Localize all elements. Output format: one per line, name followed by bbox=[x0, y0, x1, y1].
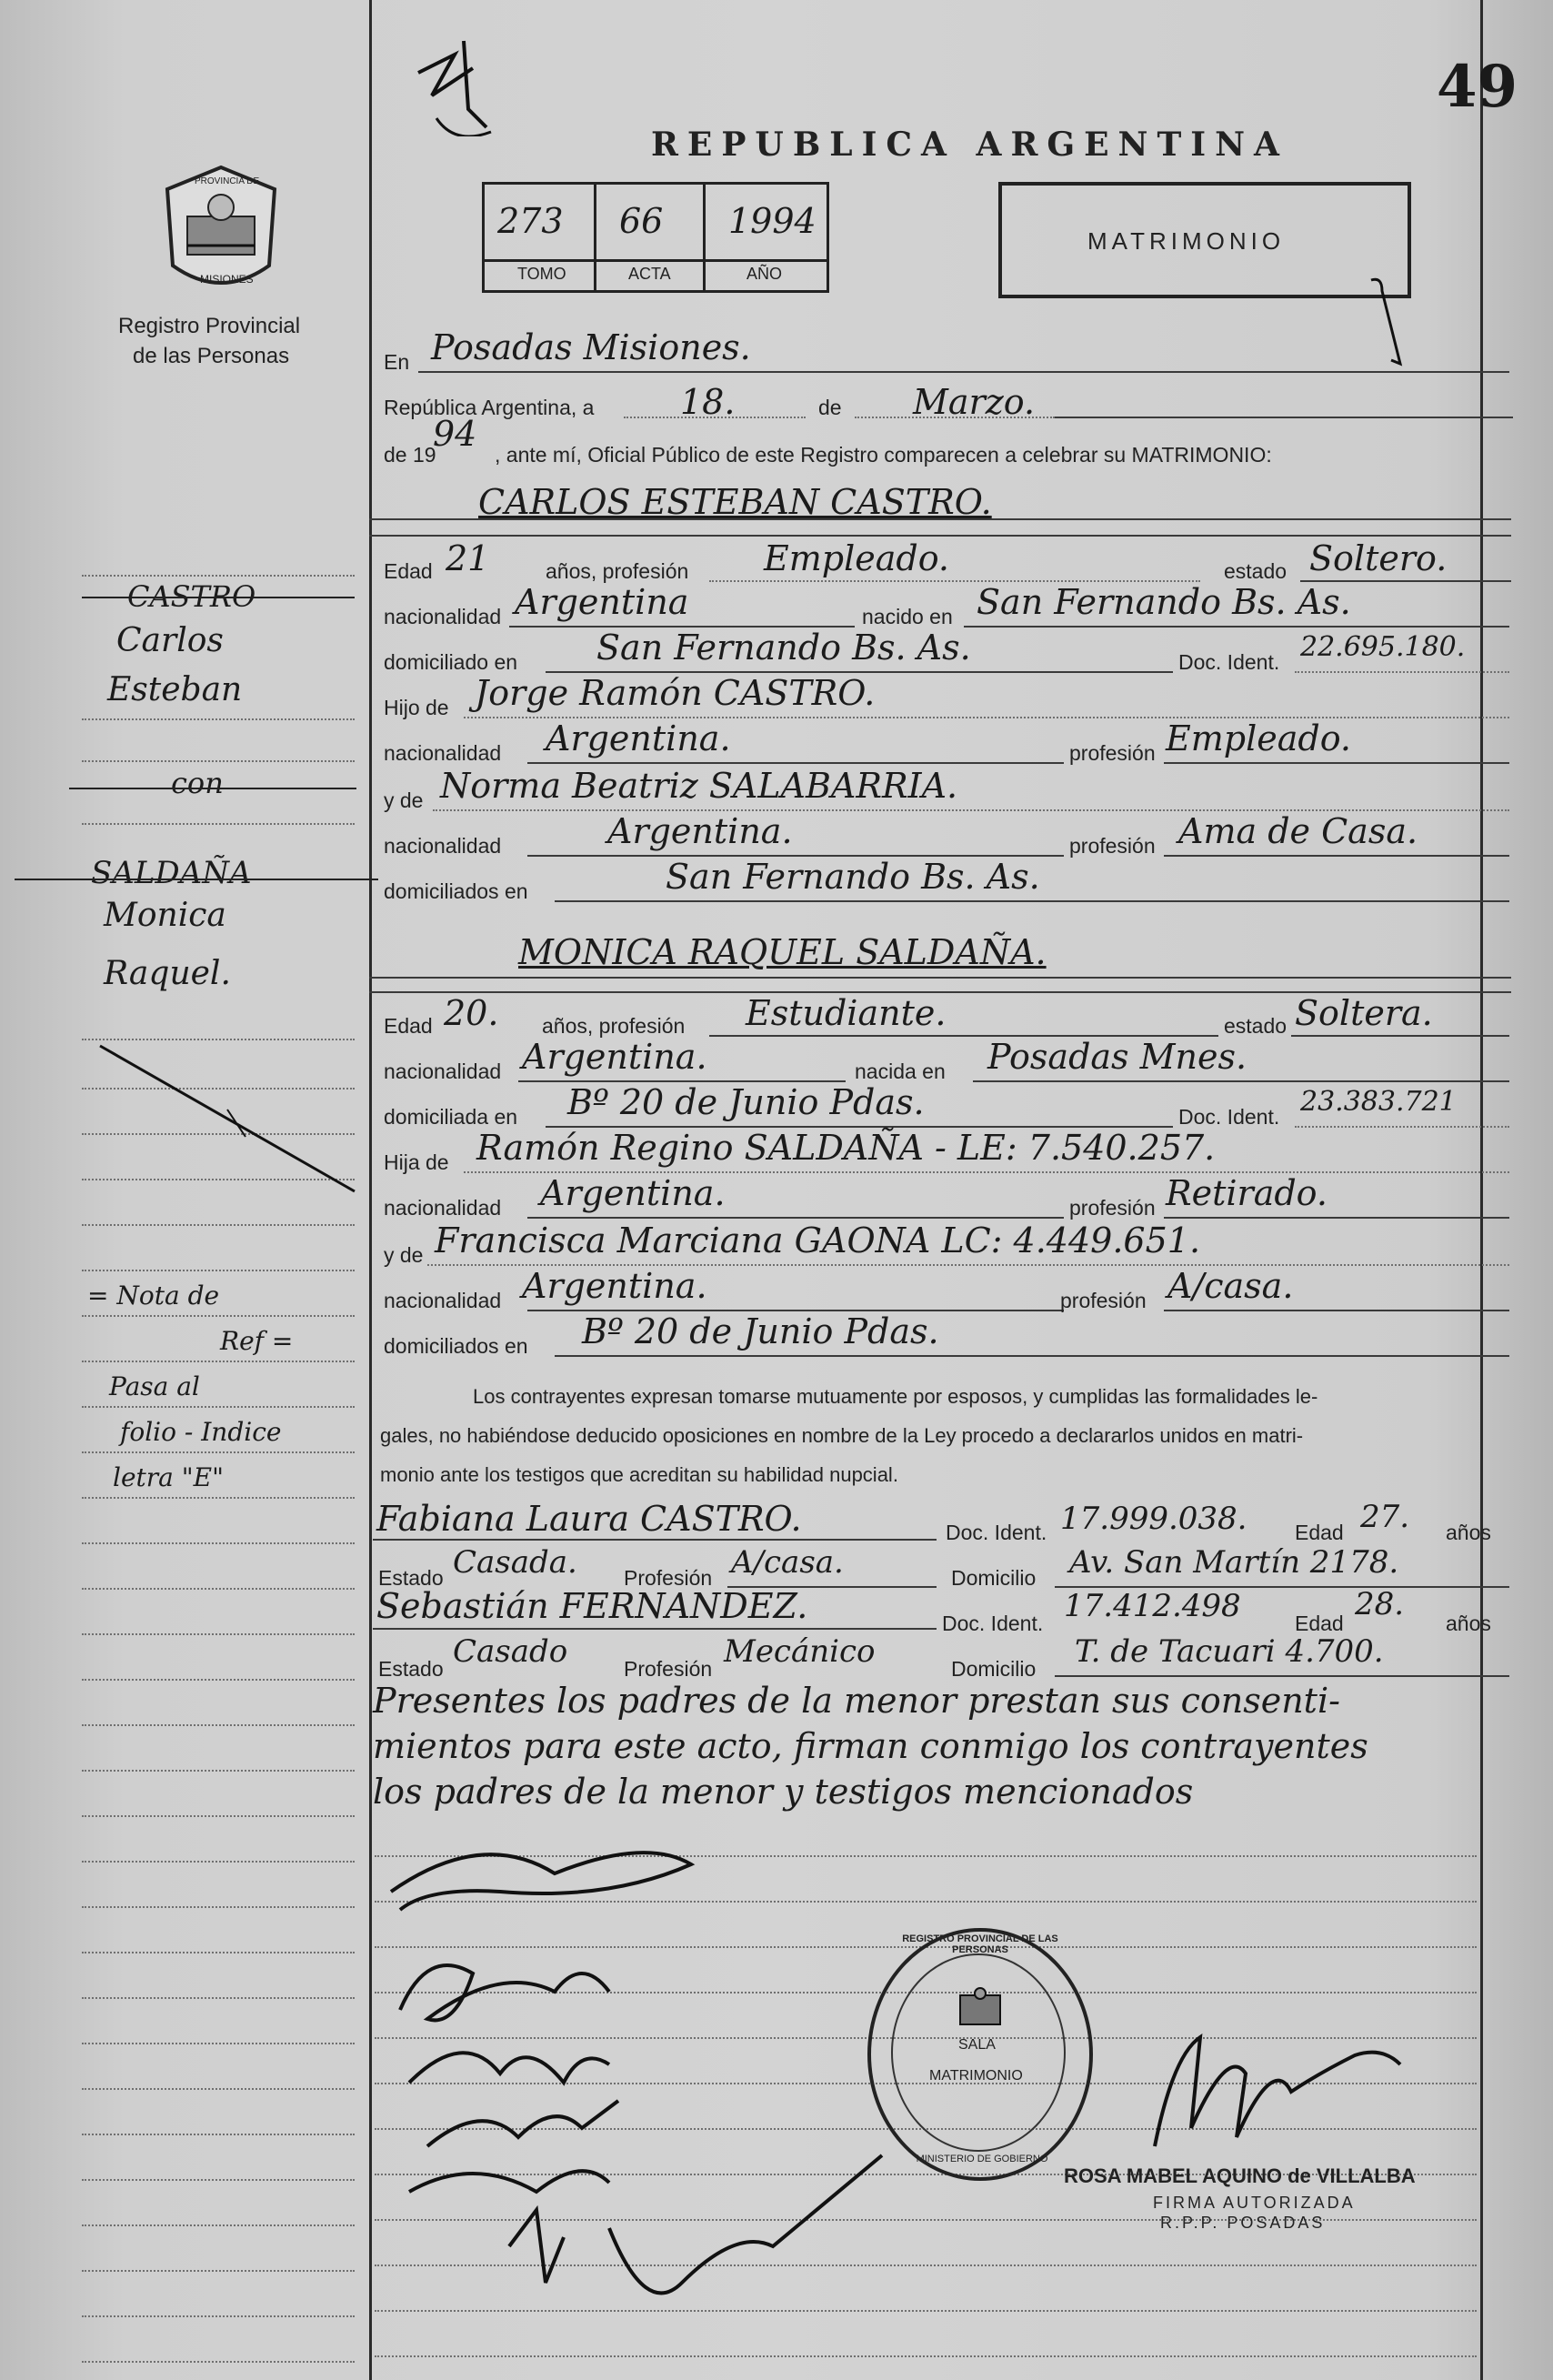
bride-edad-label: Edad bbox=[384, 1014, 433, 1038]
official-title: FIRMA AUTORIZADA bbox=[1153, 2194, 1356, 2212]
bride-mother-profesion-label: profesión bbox=[1060, 1289, 1147, 1312]
margin-con: con bbox=[171, 766, 224, 800]
act-type: MATRIMONIO bbox=[1087, 227, 1286, 255]
bride-birthplace: Posadas Mnes. bbox=[987, 1037, 1247, 1077]
seal-inner-bottom: MATRIMONIO bbox=[929, 2068, 1023, 2084]
bride-father-profesion-label: profesión bbox=[1069, 1196, 1156, 1220]
seal-inner-top: SALA bbox=[958, 2037, 996, 2053]
bride-age: 20. bbox=[444, 993, 499, 1033]
bride-father-profession: Retirado. bbox=[1166, 1173, 1328, 1213]
page-number: 49 bbox=[1437, 53, 1518, 121]
margin-cancel-stroke bbox=[91, 1037, 364, 1200]
witness2-name: Sebastián FERNANDEZ. bbox=[376, 1586, 808, 1626]
witness2-doc: 17.412.498 bbox=[1064, 1588, 1241, 1624]
emblem-top-text: PROVINCIA DE bbox=[195, 176, 260, 186]
groom-nacido-label: nacido en bbox=[862, 605, 953, 628]
appear-text: , ante mí, Oficial Público de este Registro comparecen a celebrar su MATRIMONIO: bbox=[495, 443, 1272, 467]
initials-mark bbox=[400, 18, 500, 136]
groom-mother-nationality: Argentina. bbox=[607, 811, 793, 851]
ano-label: AÑO bbox=[746, 265, 783, 283]
bride-domiciliada-label: domiciliada en bbox=[384, 1105, 518, 1129]
official-office: R.P.P. POSADAS bbox=[1160, 2214, 1326, 2232]
bride-mother: Francisca Marciana GAONA LC: 4.449.651. bbox=[435, 1220, 1201, 1260]
bride-domiciliados-label: domiciliados en bbox=[384, 1334, 528, 1358]
declaration-line2: gales, no habiéndose deducido oposiciones en nombre de la Ley procedo a declararlos unidos en matri- bbox=[380, 1424, 1304, 1447]
witness2-doc-label: Doc. Ident. bbox=[942, 1612, 1044, 1635]
registry-label-line2: de las Personas bbox=[133, 344, 290, 368]
declaration-line1: Los contrayentes expresan tomarse mutuamente por esposos, y cumplidas las formalidades le- bbox=[473, 1385, 1318, 1408]
registry-seal bbox=[867, 1928, 1093, 2181]
witness1-profesion-label: Profesión bbox=[624, 1566, 713, 1590]
seal-outer-text: REGISTRO PROVINCIAL DE LAS PERSONAS bbox=[902, 1933, 1058, 1955]
groom-y-de-label: y de bbox=[384, 788, 424, 812]
witness1-profession: A/casa. bbox=[731, 1544, 844, 1581]
bride-mother-nationality: Argentina. bbox=[522, 1266, 707, 1306]
bride-father-nacionalidad-label: nacionalidad bbox=[384, 1196, 502, 1220]
margin-note-5: letra "E" bbox=[113, 1462, 224, 1492]
acta-value: 66 bbox=[619, 201, 664, 241]
bride-name: MONICA RAQUEL SALDAÑA. bbox=[518, 932, 1047, 972]
groom-doc-label: Doc. Ident. bbox=[1178, 650, 1280, 674]
groom-profession: Empleado. bbox=[764, 538, 950, 578]
acta-label: ACTA bbox=[628, 265, 671, 283]
seal-ministry: MINISTERIO DE GOBIERNO bbox=[916, 2154, 1048, 2164]
registry-label-line1: Registro Provincial bbox=[118, 314, 301, 338]
bride-nacida-label: nacida en bbox=[855, 1059, 946, 1083]
witness1-doc: 17.999.038. bbox=[1060, 1501, 1247, 1537]
groom-hijo-label: Hijo de bbox=[384, 696, 449, 719]
witness2-status: Casado bbox=[453, 1633, 568, 1670]
groom-nationality: Argentina bbox=[515, 582, 689, 622]
witness1-edad-label: Edad bbox=[1295, 1521, 1344, 1544]
bride-mother-nacionalidad-label: nacionalidad bbox=[384, 1289, 502, 1312]
groom-domiciliados-label: domiciliados en bbox=[384, 879, 528, 903]
bride-profession: Estudiante. bbox=[746, 993, 947, 1033]
witness2-profesion-label: Profesión bbox=[624, 1657, 713, 1681]
de-label: de bbox=[818, 396, 842, 419]
ano-value: 1994 bbox=[728, 201, 817, 241]
witness2-anos-label: años bbox=[1446, 1612, 1491, 1635]
groom-mother-profession: Ama de Casa. bbox=[1178, 811, 1418, 851]
en-label: En bbox=[384, 350, 410, 374]
place: Posadas Misiones. bbox=[431, 327, 751, 367]
republic-heading: REPUBLICA ARGENTINA bbox=[651, 126, 1288, 164]
margin-bride-first-name: Monica bbox=[104, 897, 226, 934]
witness2-address: T. de Tacuari 4.700. bbox=[1075, 1633, 1384, 1670]
witness2-age: 28. bbox=[1355, 1586, 1405, 1622]
official-signature bbox=[1137, 2019, 1409, 2164]
groom-edad-label: Edad bbox=[384, 559, 433, 583]
witness1-status: Casada. bbox=[453, 1544, 577, 1581]
margin-surname: CASTRO bbox=[127, 579, 256, 614]
groom-father: Jorge Ramón CASTRO. bbox=[475, 673, 876, 713]
groom-father-profession: Empleado. bbox=[1166, 718, 1352, 758]
bride-hija-label: Hija de bbox=[384, 1150, 449, 1174]
official-name: ROSA MABEL AQUINO de VILLALBA bbox=[1064, 2164, 1416, 2187]
seal-emblem-icon bbox=[955, 1986, 1006, 2032]
witness1-estado-label: Estado bbox=[378, 1566, 444, 1590]
witness2-domicilio-label: Domicilio bbox=[951, 1657, 1037, 1681]
observation-line1: Presentes los padres de la menor prestan sus consenti- bbox=[373, 1681, 1340, 1721]
groom-mother: Norma Beatriz SALABARRIA. bbox=[440, 766, 958, 806]
margin-bride-middle-name: Raquel. bbox=[104, 955, 231, 992]
act-type-pointer bbox=[1364, 273, 1418, 373]
witness2-profession: Mecánico bbox=[724, 1633, 876, 1670]
day: 18. bbox=[680, 382, 736, 422]
bride-estado-label: estado bbox=[1224, 1014, 1287, 1038]
bride-address: Bº 20 de Junio Pdas. bbox=[567, 1082, 925, 1122]
month: Marzo. bbox=[913, 382, 1036, 422]
left-margin-rule bbox=[369, 0, 372, 2380]
margin-note-2: Ref = bbox=[220, 1326, 294, 1356]
groom-father-nacionalidad-label: nacionalidad bbox=[384, 741, 502, 765]
groom-birthplace: San Fernando Bs. As. bbox=[977, 582, 1351, 622]
groom-name: CARLOS ESTEBAN CASTRO. bbox=[478, 482, 992, 522]
tomo-value: 273 bbox=[497, 201, 564, 241]
republic-label: República Argentina, a bbox=[384, 396, 595, 419]
tomo-acta-ano-box bbox=[482, 182, 829, 293]
year-prefix: de 19 bbox=[384, 443, 436, 467]
groom-doc: 22.695.180. bbox=[1300, 631, 1466, 663]
groom-nacionalidad-label: nacionalidad bbox=[384, 605, 502, 628]
groom-anos-profesion-label: años, profesión bbox=[546, 559, 689, 583]
witness2-estado-label: Estado bbox=[378, 1657, 444, 1681]
bride-nacionalidad-label: nacionalidad bbox=[384, 1059, 502, 1083]
bride-doc: 23.383.721 bbox=[1300, 1086, 1457, 1118]
groom-mother-nacionalidad-label: nacionalidad bbox=[384, 834, 502, 858]
bride-mother-profession: A/casa. bbox=[1167, 1266, 1294, 1306]
witness1-anos-label: años bbox=[1446, 1521, 1491, 1544]
margin-first-name: Carlos bbox=[116, 622, 224, 659]
groom-parents-address: San Fernando Bs. As. bbox=[666, 857, 1040, 897]
tomo-label: TOMO bbox=[517, 265, 566, 283]
groom-address: San Fernando Bs. As. bbox=[596, 628, 971, 668]
margin-note-1: = Nota de bbox=[87, 1280, 220, 1311]
signatures bbox=[373, 1810, 937, 2374]
right-margin-rule bbox=[1480, 0, 1483, 2380]
groom-estado-label: estado bbox=[1224, 559, 1287, 583]
groom-domiciliado-label: domiciliado en bbox=[384, 650, 518, 674]
bride-civil-status: Soltera. bbox=[1295, 993, 1433, 1033]
year-suffix: 94 bbox=[433, 414, 477, 454]
groom-father-nationality: Argentina. bbox=[546, 718, 731, 758]
witness1-age: 27. bbox=[1360, 1499, 1410, 1535]
bride-parents-address: Bº 20 de Junio Pdas. bbox=[582, 1311, 939, 1351]
observation-line2: mientos para este acto, firman conmigo los contrayentes bbox=[373, 1726, 1368, 1766]
groom-father-profesion-label: profesión bbox=[1069, 741, 1156, 765]
bride-anos-profesion-label: años, profesión bbox=[542, 1014, 686, 1038]
act-type-box bbox=[998, 182, 1411, 298]
bride-y-de-label: y de bbox=[384, 1243, 424, 1267]
witness2-edad-label: Edad bbox=[1295, 1612, 1344, 1635]
emblem-bottom-text: MISIONES bbox=[200, 273, 254, 286]
margin-note-4: folio - Indice bbox=[120, 1417, 282, 1447]
witness1-name: Fabiana Laura CASTRO. bbox=[376, 1499, 802, 1539]
groom-civil-status: Soltero. bbox=[1309, 538, 1448, 578]
declaration-line3: monio ante los testigos que acreditan su habilidad nupcial. bbox=[380, 1463, 898, 1486]
bride-father: Ramón Regino SALDAÑA - LE: 7.540.257. bbox=[476, 1128, 1216, 1168]
groom-mother-profesion-label: profesión bbox=[1069, 834, 1156, 858]
groom-age: 21 bbox=[446, 538, 490, 578]
witness1-address: Av. San Martín 2178. bbox=[1069, 1544, 1399, 1581]
witness1-domicilio-label: Domicilio bbox=[951, 1566, 1037, 1590]
bride-doc-label: Doc. Ident. bbox=[1178, 1105, 1280, 1129]
bride-nationality: Argentina. bbox=[522, 1037, 707, 1077]
witness1-doc-label: Doc. Ident. bbox=[946, 1521, 1047, 1544]
margin-middle-name: Esteban bbox=[107, 671, 243, 708]
observation-line3: los padres de la menor y testigos mencionados bbox=[373, 1772, 1194, 1812]
bride-father-nationality: Argentina. bbox=[540, 1173, 726, 1213]
margin-note-3: Pasa al bbox=[109, 1371, 200, 1401]
margin-bride-surname: SALDAÑA bbox=[91, 855, 252, 891]
